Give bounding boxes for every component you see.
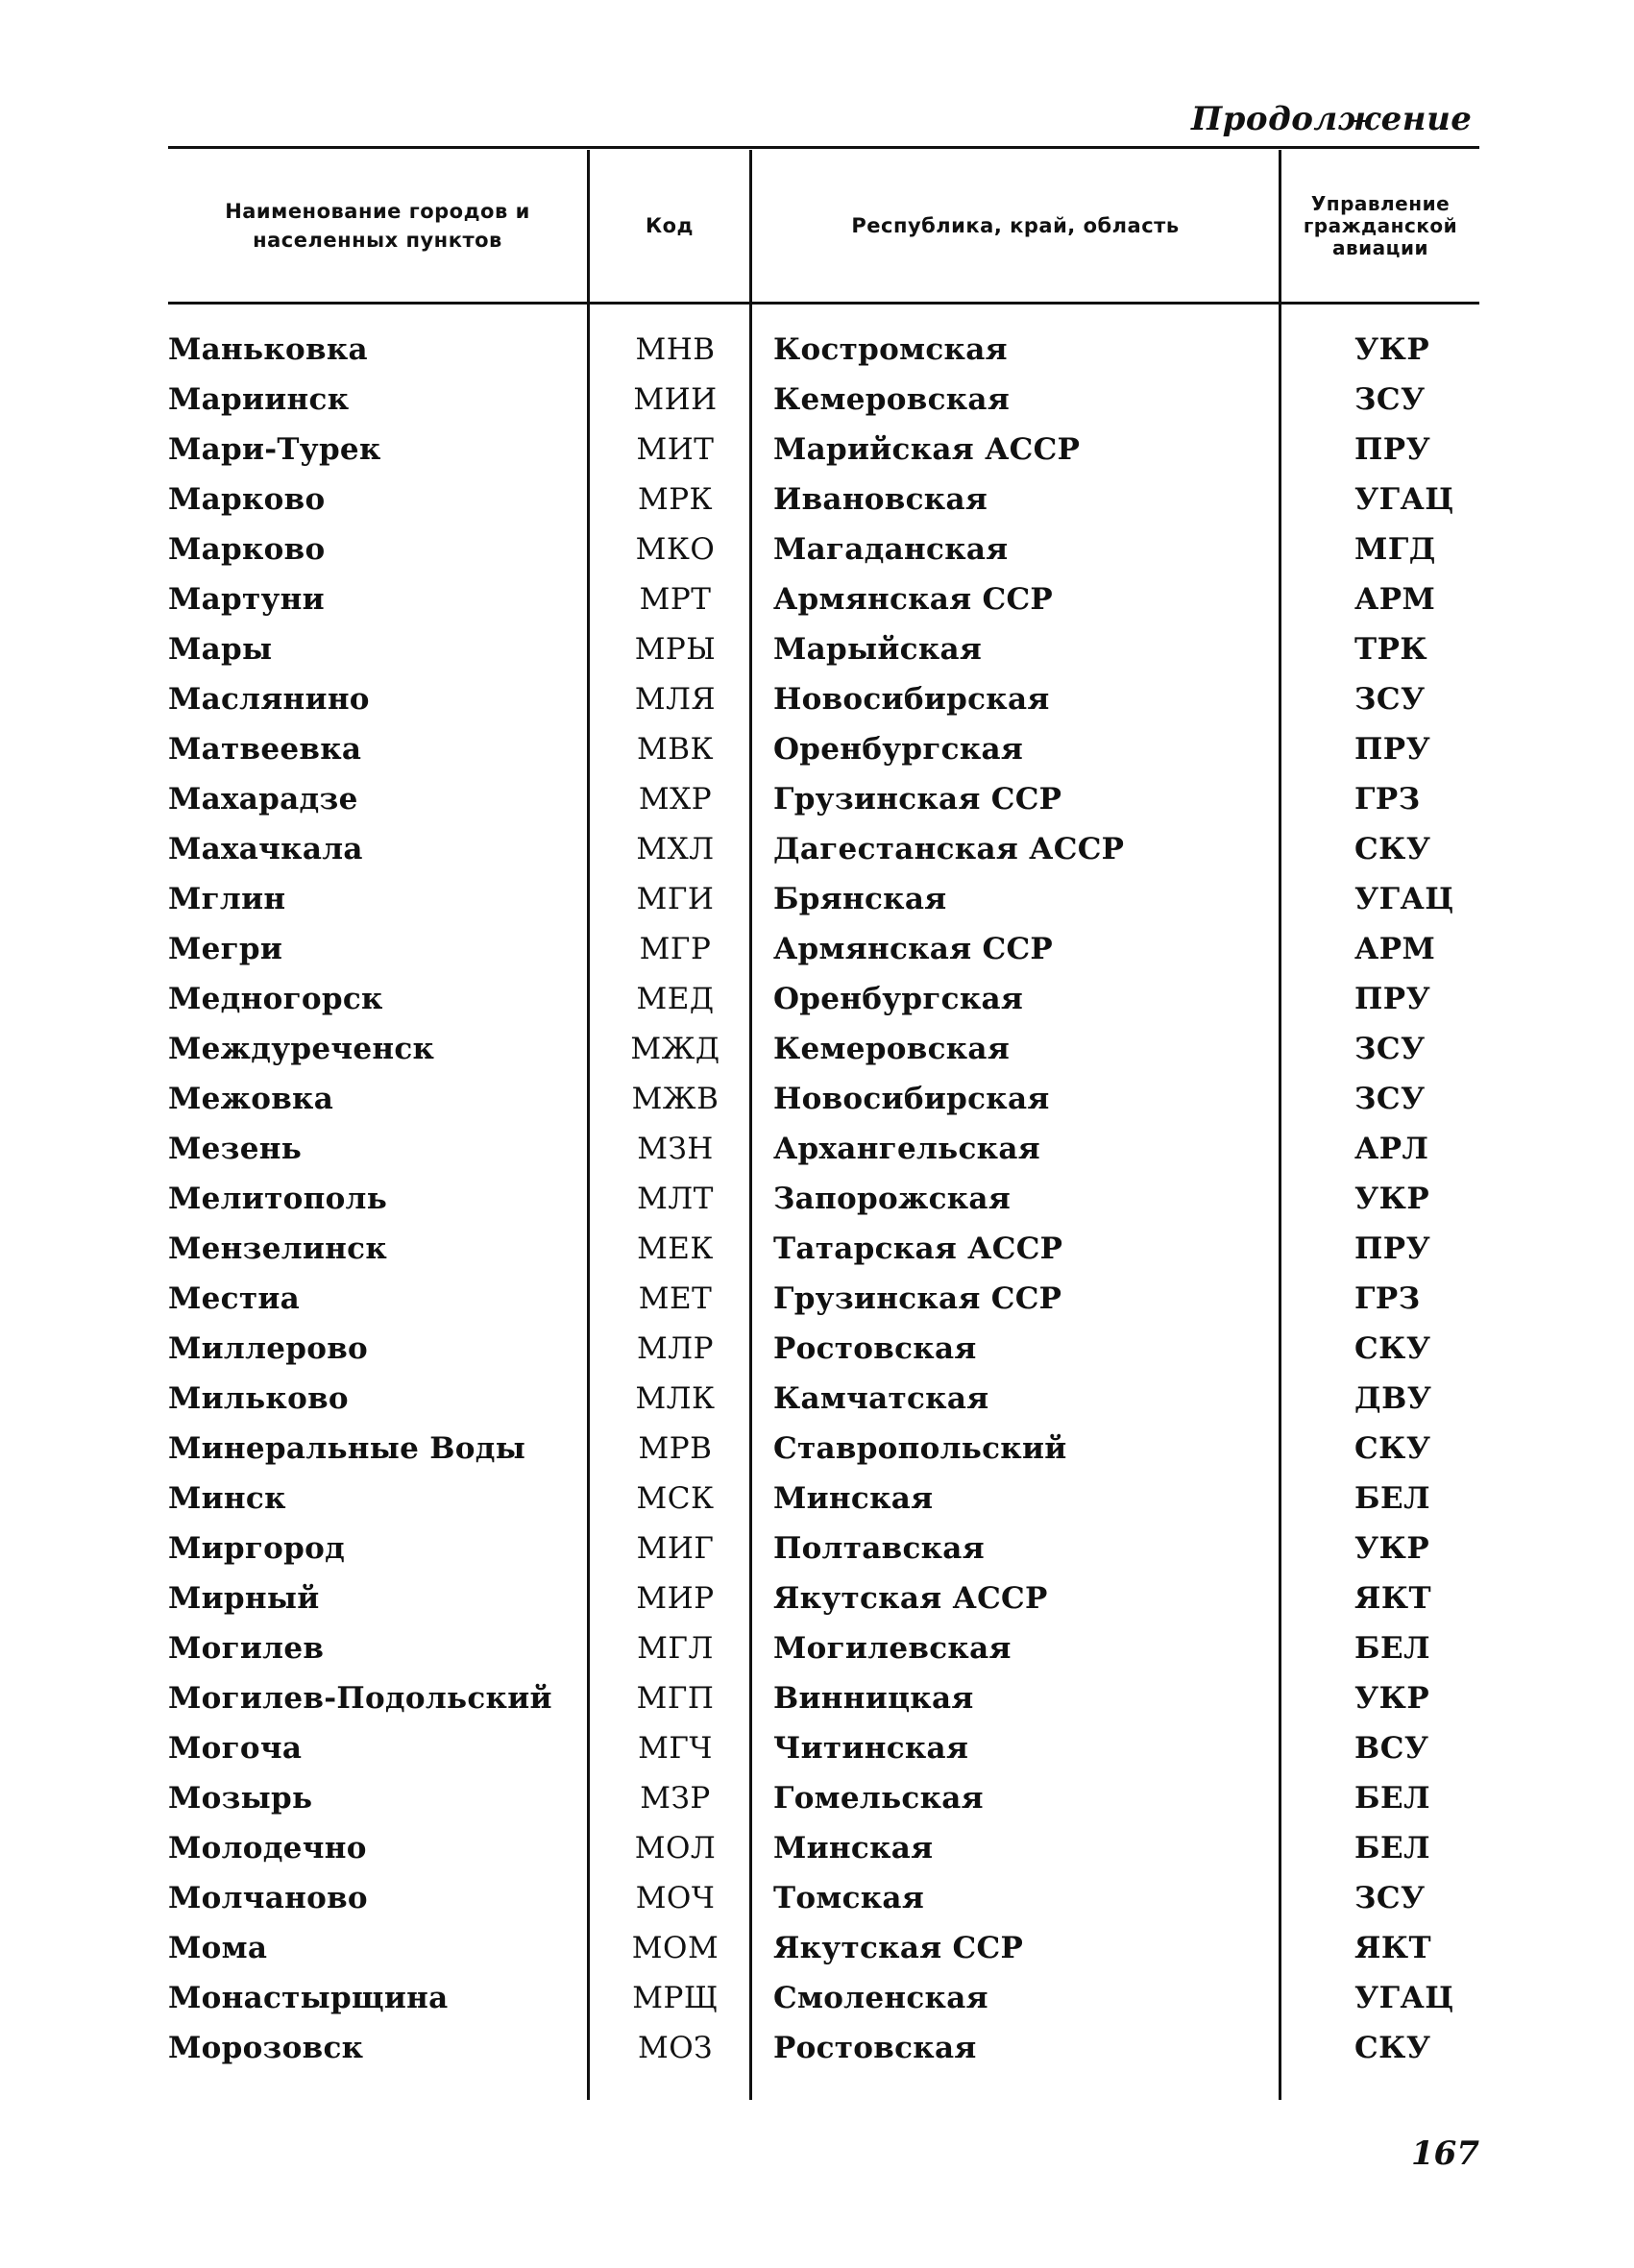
table-row: [168, 1378, 1479, 1427]
region-cell: Минская: [773, 1481, 934, 1516]
header-city: Наименование городов и населенных пунктов: [225, 199, 530, 252]
code-cell: МЗР: [640, 1781, 711, 1816]
region-cell: Винницкая: [773, 1681, 974, 1716]
table-row: [168, 1527, 1479, 1577]
aviation-cell: АРМ: [1354, 582, 1436, 617]
table-row: [168, 1278, 1479, 1328]
aviation-cell: УГАЦ: [1354, 482, 1454, 517]
aviation-cell: СКУ: [1354, 1331, 1431, 1366]
aviation-cell: УГАЦ: [1354, 1981, 1454, 2015]
region-cell: Армянская ССР: [773, 932, 1054, 966]
table-row: [168, 1927, 1479, 1977]
code-cell: МЕТ: [638, 1281, 713, 1316]
city-cell: Могоча: [168, 1731, 303, 1766]
table-row: [168, 1427, 1479, 1477]
code-cell: МОЗ: [638, 2031, 713, 2065]
code-cell: МРТ: [639, 582, 712, 617]
region-cell: Магаданская: [773, 532, 1009, 567]
region-cell: Томская: [773, 1881, 925, 1915]
aviation-cell: УКР: [1354, 1531, 1430, 1566]
page-number: 167: [1411, 2134, 1479, 2173]
region-cell: Полтавская: [773, 1531, 985, 1566]
table-body: [168, 329, 1479, 2077]
code-cell: МХЛ: [636, 832, 715, 866]
table-row: [168, 478, 1479, 528]
aviation-cell: СКУ: [1354, 2031, 1431, 2065]
header-bottom-rule: [168, 302, 1479, 305]
code-cell: МИГ: [636, 1531, 715, 1566]
table-row: [168, 1627, 1479, 1677]
city-cell: Минск: [168, 1481, 286, 1516]
aviation-cell: ЗСУ: [1354, 1881, 1426, 1915]
city-cell: Мегри: [168, 932, 283, 966]
city-cell: Мари-Турек: [168, 432, 381, 467]
table-row: [168, 1328, 1479, 1378]
code-cell: МЛЯ: [634, 682, 717, 717]
region-cell: Армянская ССР: [773, 582, 1054, 617]
region-cell: Якутская ССР: [773, 1931, 1024, 1965]
table-row: [168, 329, 1479, 378]
aviation-cell: ПРУ: [1354, 1232, 1431, 1266]
aviation-cell: ДВУ: [1354, 1381, 1432, 1416]
city-cell: Межовка: [168, 1082, 334, 1116]
city-cell: Махарадзе: [168, 782, 358, 817]
aviation-cell: БЕЛ: [1354, 1831, 1431, 1866]
code-cell: МЛР: [637, 1331, 714, 1366]
table-row: [168, 1128, 1479, 1178]
city-cell: Могилев: [168, 1631, 325, 1666]
code-cell: МИТ: [636, 432, 715, 467]
table-row: [168, 1178, 1479, 1228]
code-cell: МГЛ: [637, 1631, 714, 1666]
code-cell: МРВ: [638, 1431, 713, 1466]
code-cell: МРК: [637, 482, 714, 517]
city-cell: Медногорск: [168, 982, 383, 1016]
table-row: [168, 778, 1479, 828]
code-cell: МЖД: [630, 1032, 720, 1066]
aviation-cell: БЕЛ: [1354, 1781, 1431, 1816]
code-cell: МКО: [635, 532, 716, 567]
city-cell: Мглин: [168, 882, 286, 916]
aviation-cell: ТРК: [1354, 632, 1428, 667]
region-cell: Ростовская: [773, 2031, 977, 2065]
city-cell: Местиа: [168, 1281, 301, 1316]
city-cell: Махачкала: [168, 832, 363, 866]
code-cell: МИР: [636, 1581, 715, 1616]
aviation-cell: ГРЗ: [1354, 1281, 1421, 1316]
table-row: [168, 1028, 1479, 1078]
code-cell: МХР: [638, 782, 713, 817]
code-cell: МСК: [636, 1481, 715, 1516]
region-cell: Ставропольский: [773, 1431, 1067, 1466]
table-row: [168, 378, 1479, 428]
table-row: [168, 578, 1479, 628]
city-cell: Мома: [168, 1931, 268, 1965]
aviation-cell: ЗСУ: [1354, 382, 1426, 417]
code-cell: МГР: [639, 932, 712, 966]
table-row: [168, 728, 1479, 778]
table-row: [168, 2027, 1479, 2077]
region-cell: Камчатская: [773, 1381, 989, 1416]
table-row: [168, 928, 1479, 978]
aviation-cell: УГАЦ: [1354, 882, 1454, 916]
city-cell: Маслянино: [168, 682, 370, 717]
city-cell: Морозовск: [168, 2031, 364, 2065]
region-cell: Гомельская: [773, 1781, 984, 1816]
aviation-cell: ЗСУ: [1354, 682, 1426, 717]
header-region: Республика, край, область: [851, 213, 1180, 237]
city-cell: Матвеевка: [168, 732, 362, 767]
region-cell: Архангельская: [773, 1132, 1040, 1166]
aviation-cell: СКУ: [1354, 832, 1431, 866]
table-row: [168, 428, 1479, 478]
table-row: [168, 628, 1479, 678]
aviation-cell: ЗСУ: [1354, 1032, 1426, 1066]
region-cell: Брянская: [773, 882, 947, 916]
table-row: [168, 1877, 1479, 1927]
table-row: [168, 1977, 1479, 2027]
code-cell: МОМ: [631, 1931, 719, 1965]
city-cell: Мезень: [168, 1132, 303, 1166]
aviation-cell: УКР: [1354, 1681, 1430, 1716]
table-row: [168, 978, 1479, 1028]
table-row: [168, 828, 1479, 878]
region-cell: Дагестанская АССР: [773, 832, 1125, 866]
aviation-cell: ПРУ: [1354, 982, 1431, 1016]
table-top-rule: [168, 146, 1479, 149]
aviation-cell: АРМ: [1354, 932, 1436, 966]
code-cell: МРЩ: [632, 1981, 719, 2015]
region-cell: Татарская АССР: [773, 1232, 1063, 1266]
code-cell: МВК: [636, 732, 714, 767]
code-cell: МЕК: [637, 1232, 714, 1266]
aviation-cell: ГРЗ: [1354, 782, 1421, 817]
region-cell: Оренбургская: [773, 732, 1024, 767]
city-cell: Мильково: [168, 1381, 349, 1416]
region-cell: Смоленская: [773, 1981, 988, 2015]
region-cell: Грузинская ССР: [773, 1281, 1062, 1316]
region-cell: Кемеровская: [773, 1032, 1011, 1066]
header-aviation: Управление гражданской авиации: [1303, 191, 1458, 259]
code-cell: МНВ: [635, 332, 716, 367]
region-cell: Костромская: [773, 332, 1008, 367]
region-cell: Ростовская: [773, 1331, 977, 1366]
aviation-cell: АРЛ: [1354, 1132, 1429, 1166]
city-cell: Маньковка: [168, 332, 368, 367]
table-row: [168, 1727, 1479, 1777]
table-row: [168, 528, 1479, 578]
code-cell: МИИ: [633, 382, 718, 417]
region-cell: Оренбургская: [773, 982, 1024, 1016]
table-row: [168, 678, 1479, 728]
region-cell: Марыйская: [773, 632, 983, 667]
code-cell: МГП: [636, 1681, 715, 1716]
city-cell: Миллерово: [168, 1331, 369, 1366]
city-cell: Мирный: [168, 1581, 320, 1616]
region-cell: Марийская АССР: [773, 432, 1081, 467]
code-cell: МЖВ: [631, 1082, 719, 1116]
aviation-cell: УКР: [1354, 1182, 1430, 1216]
table-row: [168, 1677, 1479, 1727]
region-cell: Новосибирская: [773, 682, 1050, 717]
aviation-cell: СКУ: [1354, 1431, 1431, 1466]
city-cell: Мариинск: [168, 382, 350, 417]
region-cell: Якутская АССР: [773, 1581, 1048, 1616]
city-cell: Марково: [168, 482, 326, 517]
region-cell: Читинская: [773, 1731, 969, 1766]
region-cell: Новосибирская: [773, 1082, 1050, 1116]
code-cell: МЕД: [636, 982, 715, 1016]
city-cell: Мары: [168, 632, 273, 667]
city-cell: Мозырь: [168, 1781, 313, 1816]
aviation-cell: МГД: [1354, 532, 1436, 567]
city-cell: Мелитополь: [168, 1182, 388, 1216]
table-row: [168, 1078, 1479, 1128]
aviation-cell: УКР: [1354, 332, 1430, 367]
code-cell: МГЧ: [638, 1731, 713, 1766]
table-row: [168, 1228, 1479, 1278]
region-cell: Могилевская: [773, 1631, 1012, 1666]
region-cell: Запорожская: [773, 1182, 1012, 1216]
code-cell: МЛК: [635, 1381, 716, 1416]
city-cell: Молодечно: [168, 1831, 367, 1866]
aviation-cell: ЯКТ: [1354, 1931, 1432, 1965]
table-row: [168, 1777, 1479, 1827]
region-cell: Минская: [773, 1831, 934, 1866]
city-cell: Молчаново: [168, 1881, 368, 1915]
aviation-cell: БЕЛ: [1354, 1481, 1431, 1516]
aviation-cell: ЗСУ: [1354, 1082, 1426, 1116]
aviation-cell: БЕЛ: [1354, 1631, 1431, 1666]
code-cell: МОЧ: [635, 1881, 716, 1915]
aviation-cell: ЯКТ: [1354, 1581, 1432, 1616]
city-cell: Марково: [168, 532, 326, 567]
city-cell: Миргород: [168, 1531, 346, 1566]
code-cell: МГИ: [636, 882, 715, 916]
region-cell: Ивановская: [773, 482, 988, 517]
header-code: Код: [645, 213, 695, 237]
code-cell: МРЫ: [634, 632, 717, 667]
city-cell: Междуреченск: [168, 1032, 435, 1066]
region-cell: Грузинская ССР: [773, 782, 1062, 817]
city-cell: Мензелинск: [168, 1232, 388, 1266]
table-row: [168, 1827, 1479, 1877]
city-cell: Мартуни: [168, 582, 325, 617]
code-cell: МЛТ: [637, 1182, 714, 1216]
city-cell: Монастырщина: [168, 1981, 449, 2015]
table-row: [168, 1577, 1479, 1627]
aviation-cell: ПРУ: [1354, 432, 1431, 467]
code-cell: МОЛ: [634, 1831, 717, 1866]
continuation-label: Продолжение: [1191, 100, 1473, 138]
city-cell: Могилев-Подольский: [168, 1681, 552, 1716]
region-cell: Кемеровская: [773, 382, 1011, 417]
aviation-cell: ВСУ: [1354, 1731, 1429, 1766]
aviation-cell: ПРУ: [1354, 732, 1431, 767]
table-row: [168, 878, 1479, 928]
code-cell: МЗН: [637, 1132, 714, 1166]
city-cell: Минеральные Воды: [168, 1431, 526, 1466]
table-row: [168, 1477, 1479, 1527]
